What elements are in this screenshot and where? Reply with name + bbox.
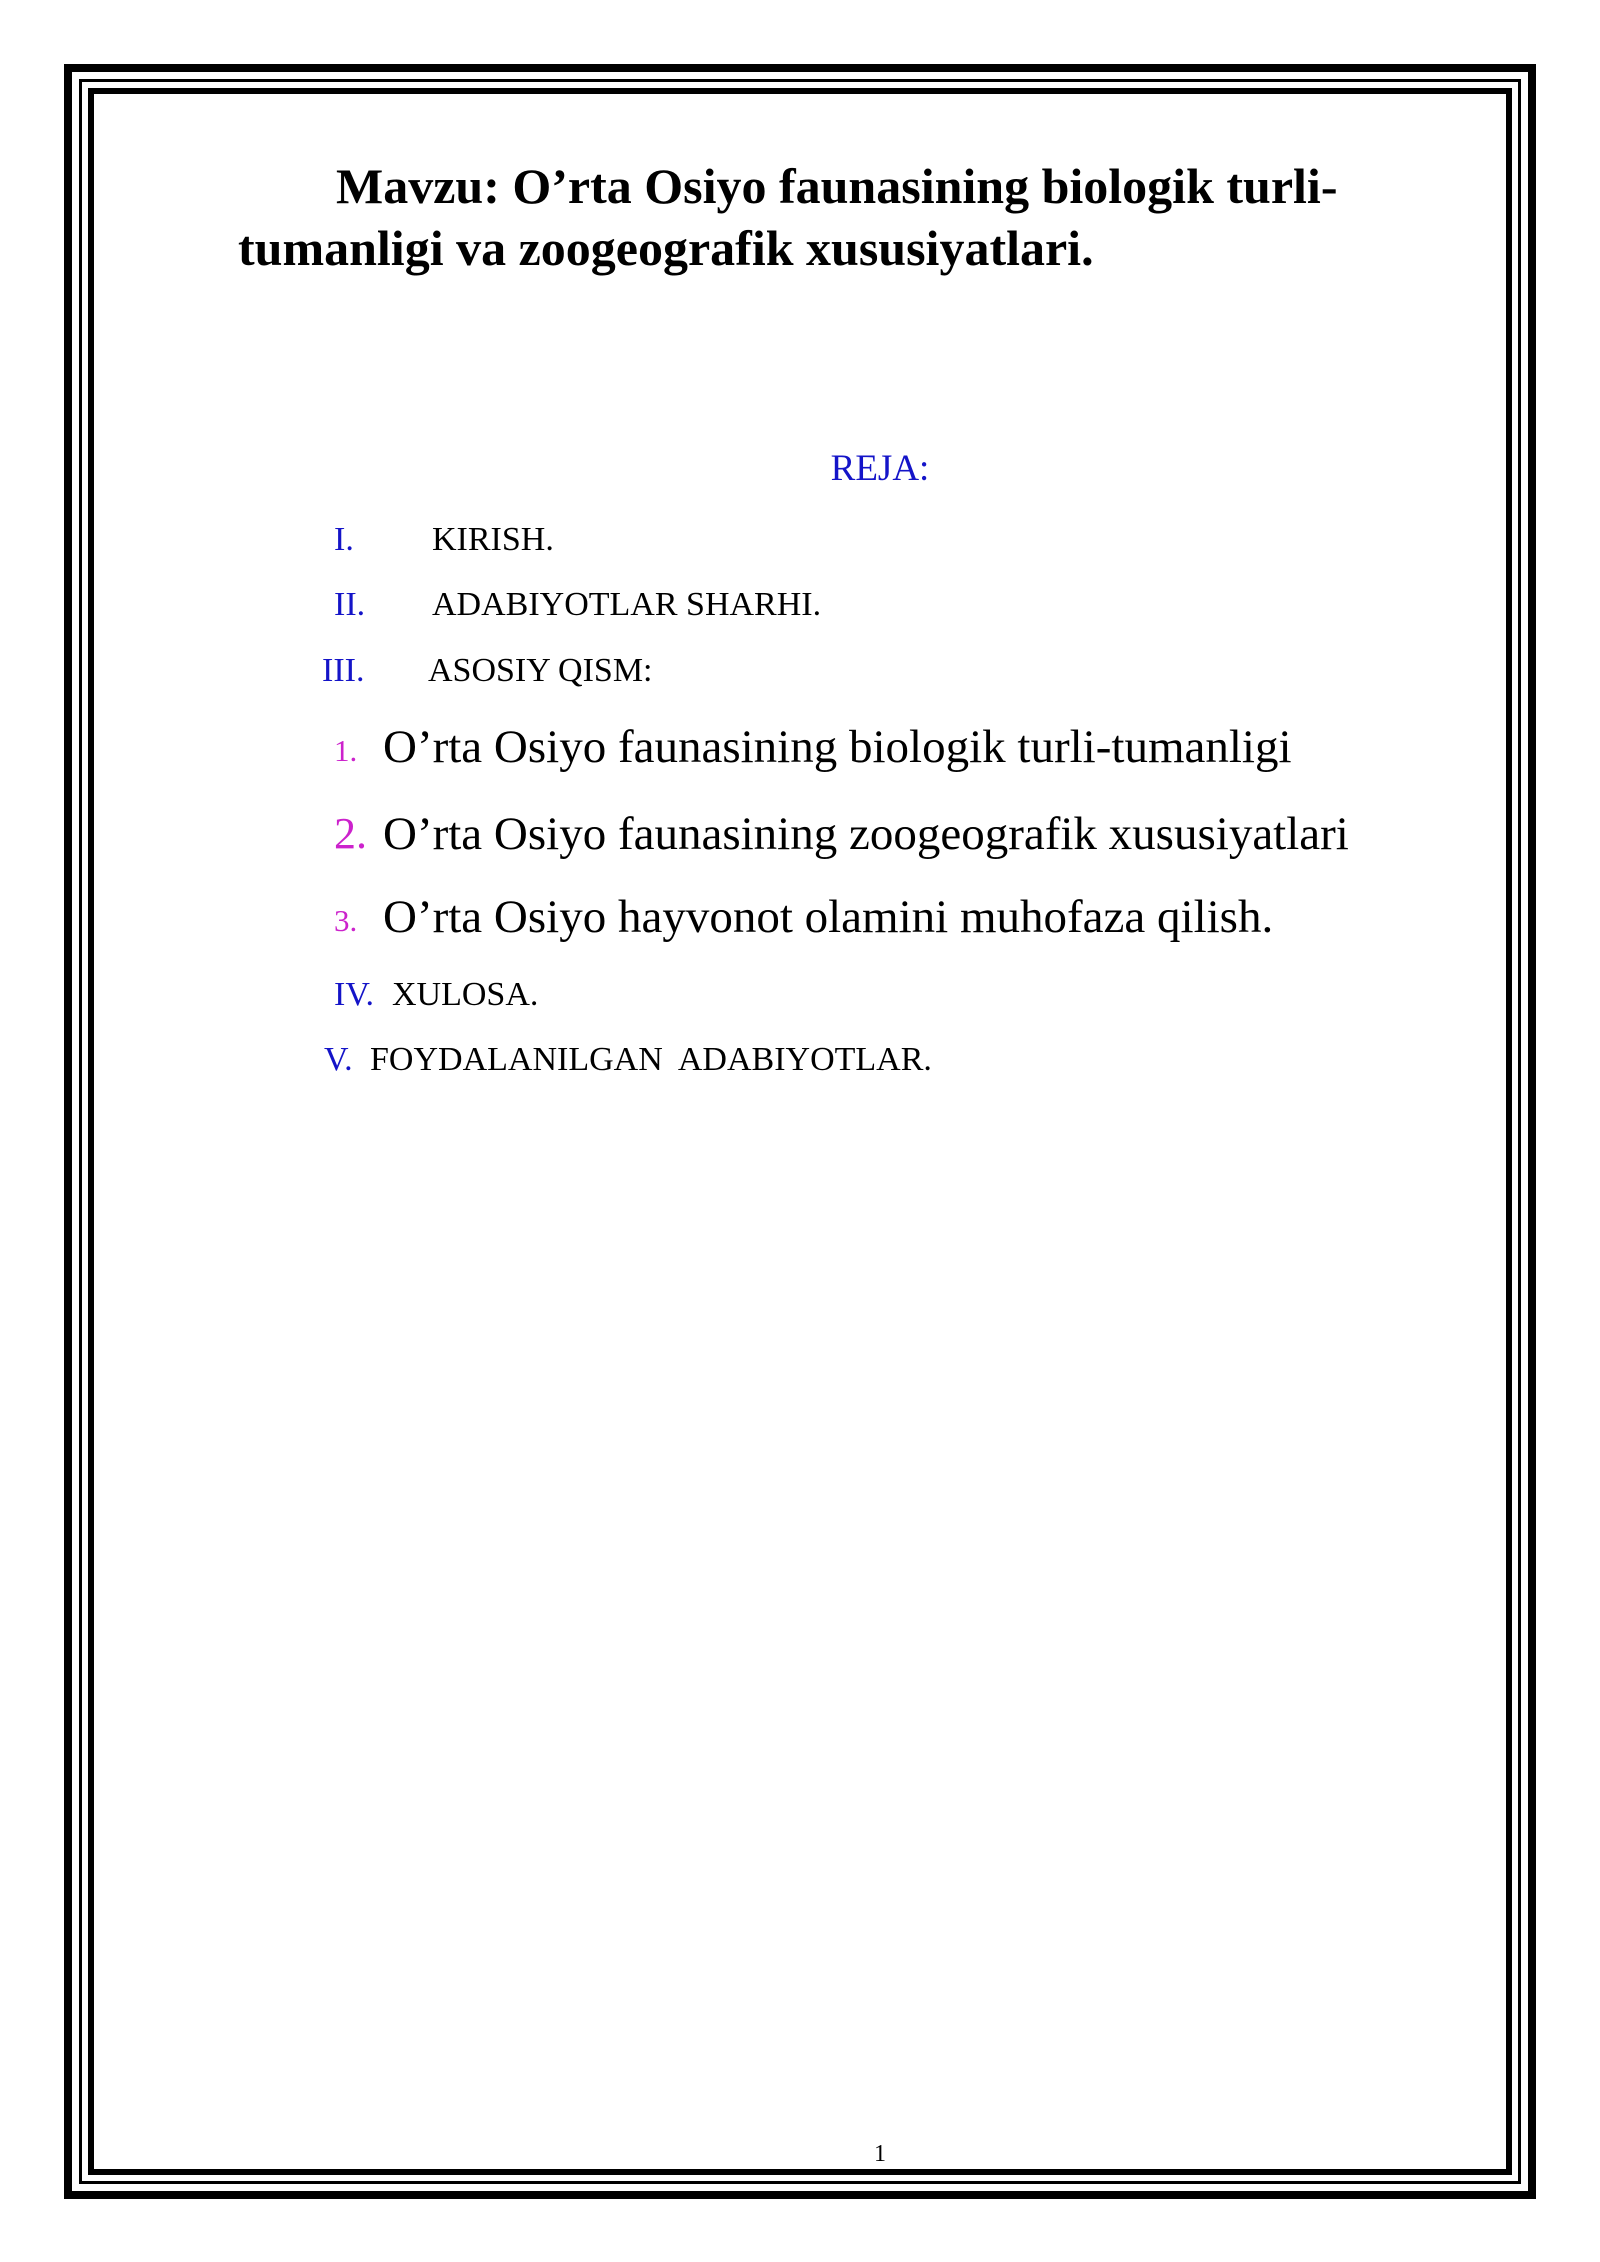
plan-item-text: XULOSA. [392,976,539,1013]
plan-item-number: II. [334,586,366,623]
plan-item-text: ASOSIY QISM: [428,652,653,689]
document-title: Mavzu: O’rta Osiyo faunasining biologik turli-tumanligi va zoogeografik xususiyatlari. [238,158,1338,276]
plan-item-number: I. [334,521,354,558]
subsection-text: O’rta Osiyo faunasining zoogeografik xususiyatlari [383,808,1349,860]
plan-item-text: KIRISH. [432,521,554,558]
subsection-text: O’rta Osiyo faunasining biologik turli-tumanligi [383,721,1292,773]
plan-item-number: IV. [334,976,374,1013]
plan-item-text: ADABIYOTLAR SHARHI. [432,586,822,623]
subsection-number: 2. [334,809,367,858]
plan-item-number: V. [324,1041,353,1078]
subsection-text: O’rta Osiyo hayvonot olamini muhofaza qilish. [383,891,1274,943]
page-border-inner [88,88,1512,2175]
subsection-number: 1. [334,733,358,768]
plan-heading: REJA: [830,448,930,489]
plan-item-number: III. [322,652,365,689]
page-number: 1 [874,2141,886,2167]
subsection-number: 3. [334,903,358,938]
plan-item-text: FOYDALANILGAN ADABIYOTLAR. [370,1041,932,1078]
